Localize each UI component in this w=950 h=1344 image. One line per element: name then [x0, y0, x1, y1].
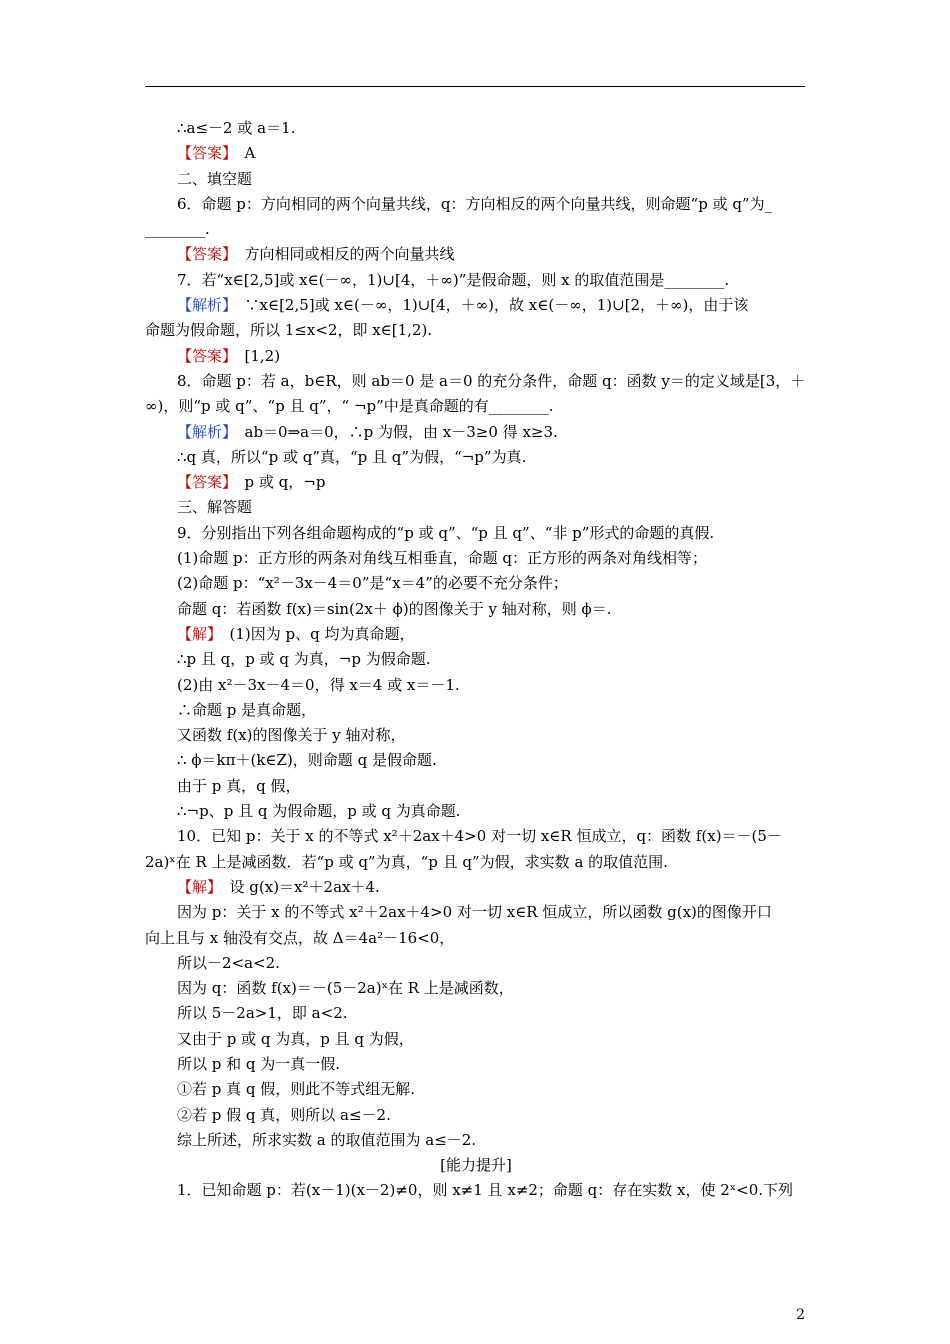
text-line — [145, 1052, 807, 1077]
answer-tag: 【答案】 — [177, 473, 230, 492]
line-text: 又函数 f(x)的图像关于 y 轴对称， — [177, 726, 406, 745]
text-line — [145, 597, 807, 622]
text-line — [145, 141, 807, 166]
line-text: ∴p 且 q，p 或 q 为真，¬p 为假命题. — [177, 650, 431, 669]
text-line — [145, 318, 807, 343]
line-text: ∴¬p、p 且 q 为假命题，p 或 q 为真命题. — [177, 802, 461, 821]
line-text: 8．命题 p：若 a，b∈R，则 ab＝0 是 a＝0 的充分条件，命题 q：函数 y＝的定义域是[3，＋ — [177, 371, 806, 390]
line-text: p 或 q，¬p — [229, 473, 326, 492]
line-text: 命题 q：若函数 f(x)＝sin(2x＋ ϕ)的图像关于 y 轴对称，则 ϕ＝. — [177, 599, 612, 618]
text-line — [145, 242, 807, 267]
line-text: 二、填空题 — [177, 169, 253, 188]
text-line — [145, 192, 807, 217]
line-text: ∴ ϕ＝kπ＋(k∈Z)，则命题 q 是假命题. — [177, 751, 437, 770]
text-line — [145, 774, 807, 799]
text-line — [145, 1128, 807, 1153]
line-text: 9．分别指出下列各组命题构成的“p 或 q”、“p 且 q”、“非 p”形式的命题的真假. — [177, 523, 715, 542]
line-text: 又由于 p 或 q 为真，p 且 q 为假， — [177, 1029, 414, 1048]
text-line — [145, 673, 807, 698]
answer-tag: 【答案】 — [177, 144, 230, 163]
text-line — [145, 900, 807, 925]
line-text: 2a)ˣ在 R 上是减函数．若“p 或 q”为真，“p 且 q”为假，求实数 a 的取值范围. — [145, 852, 668, 871]
text-line — [145, 1153, 807, 1178]
line-text: 向上且与 x 轴没有交点，故 Δ＝4a²－16<0， — [145, 928, 455, 947]
line-text: 所以－2<a<2. — [177, 953, 280, 972]
text-line — [145, 1077, 807, 1102]
line-text: 7．若“x∈[2,5]或 x∈(－∞，1)∪[4，＋∞)”是假命题，则 x 的取值范围是________. — [177, 270, 730, 289]
text-line — [145, 344, 807, 369]
text-line — [145, 369, 807, 394]
text-line — [145, 495, 807, 520]
line-text: 1．已知命题 p：若(x－1)(x－2)≠0，则 x≠1 且 x≠2；命题 q：存在实数 x，使 2ˣ<0.下列 — [177, 1181, 794, 1200]
text-line — [145, 217, 807, 242]
answer-tag: 【答案】 — [177, 346, 230, 365]
line-text: [1,2) — [229, 346, 281, 365]
text-line — [145, 748, 807, 773]
line-text: ∵x∈[2,5]或 x∈(－∞，1)∪[4，＋∞)，故 x∈(－∞，1)∪[2，＋∞)，由于该 — [229, 296, 749, 315]
line-text: 6．命题 p：方向相同的两个向量共线，q：方向相反的两个向量共线，则命题“p 或 q”为_ — [177, 194, 773, 213]
text-line — [145, 1001, 807, 1026]
line-text: (1)因为 p、q 均为真命题， — [214, 624, 415, 643]
text-line — [145, 647, 807, 672]
line-text: 所以 5－2a>1，即 a<2. — [177, 1004, 348, 1023]
text-line — [145, 951, 807, 976]
text-line — [145, 268, 807, 293]
line-text: ∴a≤－2 或 a＝1. — [177, 119, 296, 137]
text-line — [145, 546, 807, 571]
line-text: 因为 p：关于 x 的不等式 x²＋2ax＋4>0 对一切 x∈R 恒成立，所以函数 g(x)的图像开口 — [177, 903, 772, 922]
analysis-tag: 【解析】 — [177, 296, 230, 315]
text-line — [145, 394, 807, 419]
text-line — [145, 571, 807, 596]
line-text: (1)命题 p：正方形的两条对角线互相垂直，命题 q：正方形的两条对角线相等； — [177, 549, 707, 568]
line-text: ∴q 真，所以“p 或 q”真，“p 且 q”为假，“¬p”为真. — [177, 447, 527, 466]
page-number: 2 — [796, 1307, 805, 1323]
line-text: ∞)，则“p 或 q”、“p 且 q”，“ ¬p”中是真命题的有________. — [145, 397, 554, 416]
line-text: 因为 q：函数 f(x)＝－(5－2a)ˣ在 R 上是减函数， — [177, 979, 514, 998]
answer-tag: 【答案】 — [177, 245, 230, 264]
line-text: 命题为假命题，所以 1≤x<2，即 x∈[1,2). — [145, 321, 433, 340]
text-line — [145, 1178, 807, 1203]
answer-tag: 【解】 — [177, 877, 215, 896]
text-line — [145, 622, 807, 647]
line-text: 三、解答题 — [177, 498, 253, 517]
line-text: 所以 p 和 q 为一真一假. — [177, 1054, 341, 1073]
line-text: (2)由 x²－3x－4＝0，得 x＝4 或 x＝－1. — [177, 675, 460, 694]
text-line — [145, 723, 807, 748]
line-text: ________. — [145, 220, 210, 239]
line-text: A — [229, 144, 256, 163]
header-rule — [145, 86, 805, 87]
line-text: ②若 p 假 q 真，则所以 a≤－2. — [177, 1105, 391, 1124]
text-line — [145, 824, 807, 849]
line-text: (2)命题 p：“x²－3x－4＝0”是“x＝4”的必要不充分条件； — [177, 574, 568, 593]
text-line — [145, 521, 807, 546]
line-text: ab＝0⇒a＝0，∴p 为假，由 x－3≥0 得 x≥3. — [229, 422, 558, 441]
text-line — [145, 167, 807, 192]
line-text: 方向相同或相反的两个向量共线 — [229, 245, 455, 264]
text-line — [145, 1103, 807, 1128]
line-text: 10．已知 p：关于 x 的不等式 x²＋2ax＋4>0 对一切 x∈R 恒成立，q：函数 f(x)＝－(5－ — [177, 827, 782, 846]
line-text: ∴命题 p 是真命题， — [177, 700, 317, 719]
text-line — [145, 116, 807, 141]
text-line — [145, 976, 807, 1001]
line-text: [能力提升] — [440, 1156, 512, 1175]
text-line — [145, 1027, 807, 1052]
text-line — [145, 698, 807, 723]
text-line — [145, 293, 807, 318]
line-text: 由于 p 真，q 假， — [177, 776, 301, 795]
text-line — [145, 420, 807, 445]
text-line — [145, 926, 807, 951]
line-text: 设 g(x)＝x²＋2ax＋4. — [214, 877, 380, 896]
document-body — [145, 116, 807, 1204]
text-line — [145, 875, 807, 900]
analysis-tag: 【解析】 — [177, 422, 230, 441]
text-line — [145, 470, 807, 495]
text-line — [145, 445, 807, 470]
line-text: 综上所述，所求实数 a 的取值范围为 a≤－2. — [177, 1130, 477, 1149]
line-text: ①若 p 真 q 假，则此不等式组无解. — [177, 1080, 416, 1099]
text-line — [145, 799, 807, 824]
text-line — [145, 850, 807, 875]
answer-tag: 【解】 — [177, 624, 215, 643]
